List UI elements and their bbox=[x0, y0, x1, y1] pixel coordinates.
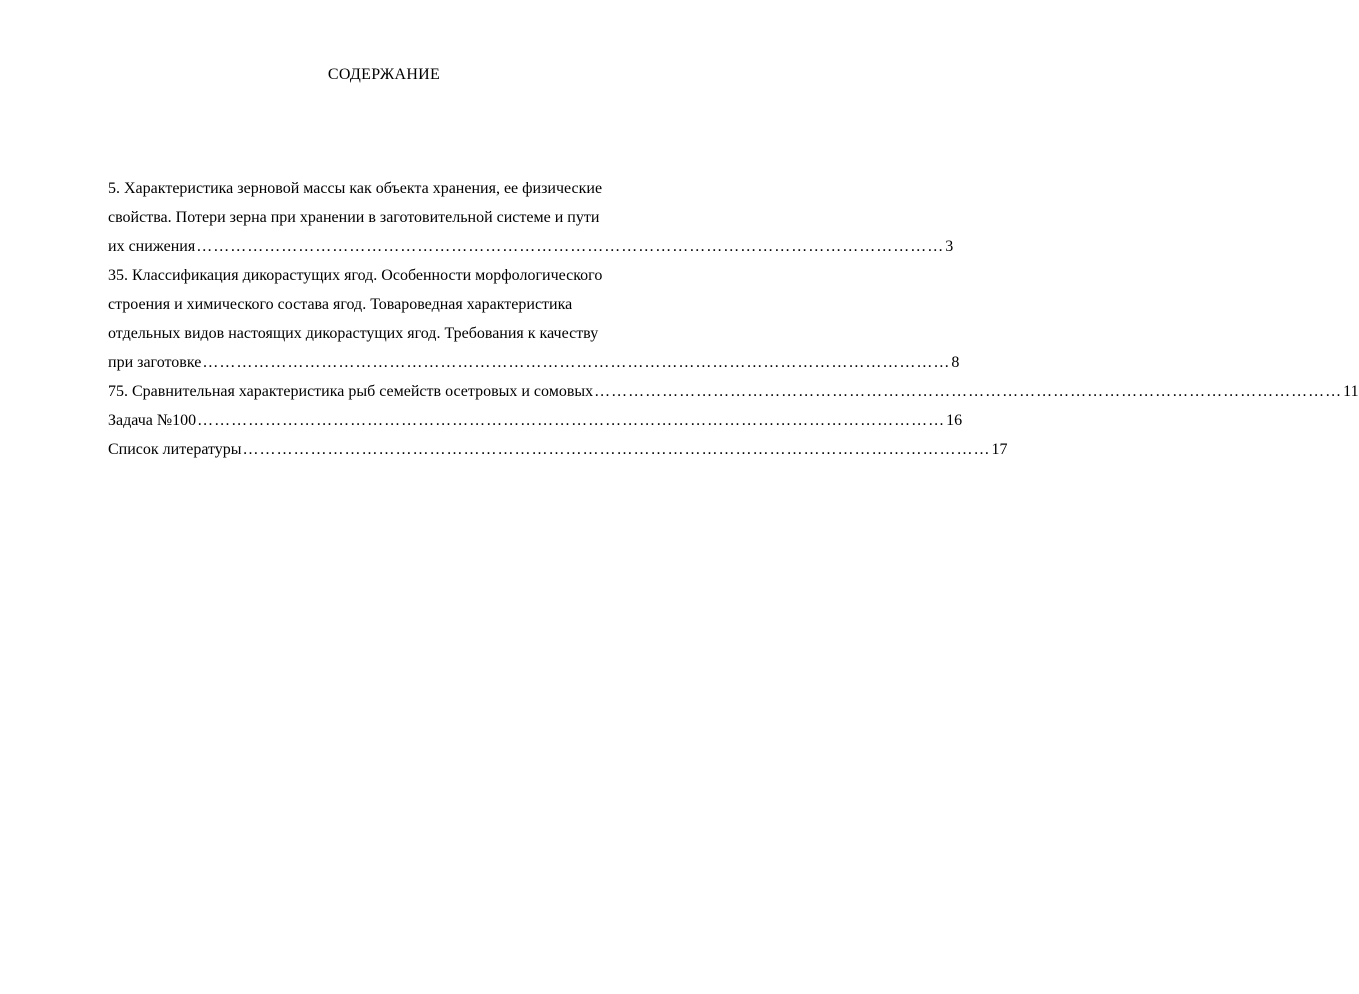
toc-entry-final-line bbox=[108, 348, 960, 377]
page-title: СОДЕРЖАНИЕ bbox=[327, 66, 441, 83]
toc-entry-final-line bbox=[108, 232, 954, 261]
toc-entry-text: Задача №100 bbox=[108, 412, 197, 429]
toc-entry-final-line bbox=[108, 435, 1008, 464]
toc-entry-final-line bbox=[108, 406, 963, 435]
dot-leader: …………………………………………………………………………………………………………………… bbox=[594, 383, 1343, 400]
toc-entry-2 bbox=[108, 261, 960, 377]
dot-leader: …………………………………………………………………………………………………………………… bbox=[242, 441, 991, 458]
dot-leader: …………………………………………………………………………………………………………………… bbox=[196, 238, 945, 255]
toc-entry-final-line bbox=[108, 377, 1359, 406]
toc-entry-text: Список литературы bbox=[108, 441, 242, 458]
toc-page-number: 8 bbox=[951, 354, 960, 371]
toc-entry-3 bbox=[108, 377, 1359, 406]
toc-entry-4 bbox=[108, 406, 963, 435]
toc-entry-1 bbox=[108, 174, 954, 261]
toc-entry-line: строения и химического состава ягод. Товароведная характеристика bbox=[108, 296, 573, 313]
toc-entry-line: 35. Классификация дикорастущих ягод. Особенности морфологического bbox=[108, 267, 603, 284]
table-of-contents bbox=[108, 174, 1359, 464]
toc-page-number: 17 bbox=[991, 441, 1008, 458]
toc-entry-line: свойства. Потери зерна при хранении в заготовительной системе и пути bbox=[108, 209, 600, 226]
toc-entry-line: отдельных видов настоящих дикорастущих ягод. Требования к качеству bbox=[108, 325, 599, 342]
toc-page-number: 16 bbox=[946, 412, 963, 429]
dot-leader: …………………………………………………………………………………………………………………… bbox=[202, 354, 951, 371]
toc-page-number: 3 bbox=[945, 238, 954, 255]
dot-leader: …………………………………………………………………………………………………………………… bbox=[197, 412, 946, 429]
toc-page-number: 11 bbox=[1343, 383, 1359, 400]
toc-entry-text: при заготовке bbox=[108, 354, 202, 371]
toc-entry-text: их снижения bbox=[108, 238, 196, 255]
toc-entry-text: 75. Сравнительная характеристика рыб семейств осетровых и сомовых bbox=[108, 383, 594, 400]
toc-entry-5 bbox=[108, 435, 1008, 464]
toc-entry-line: 5. Характеристика зерновой массы как объекта хранения, ее физические bbox=[108, 180, 603, 197]
